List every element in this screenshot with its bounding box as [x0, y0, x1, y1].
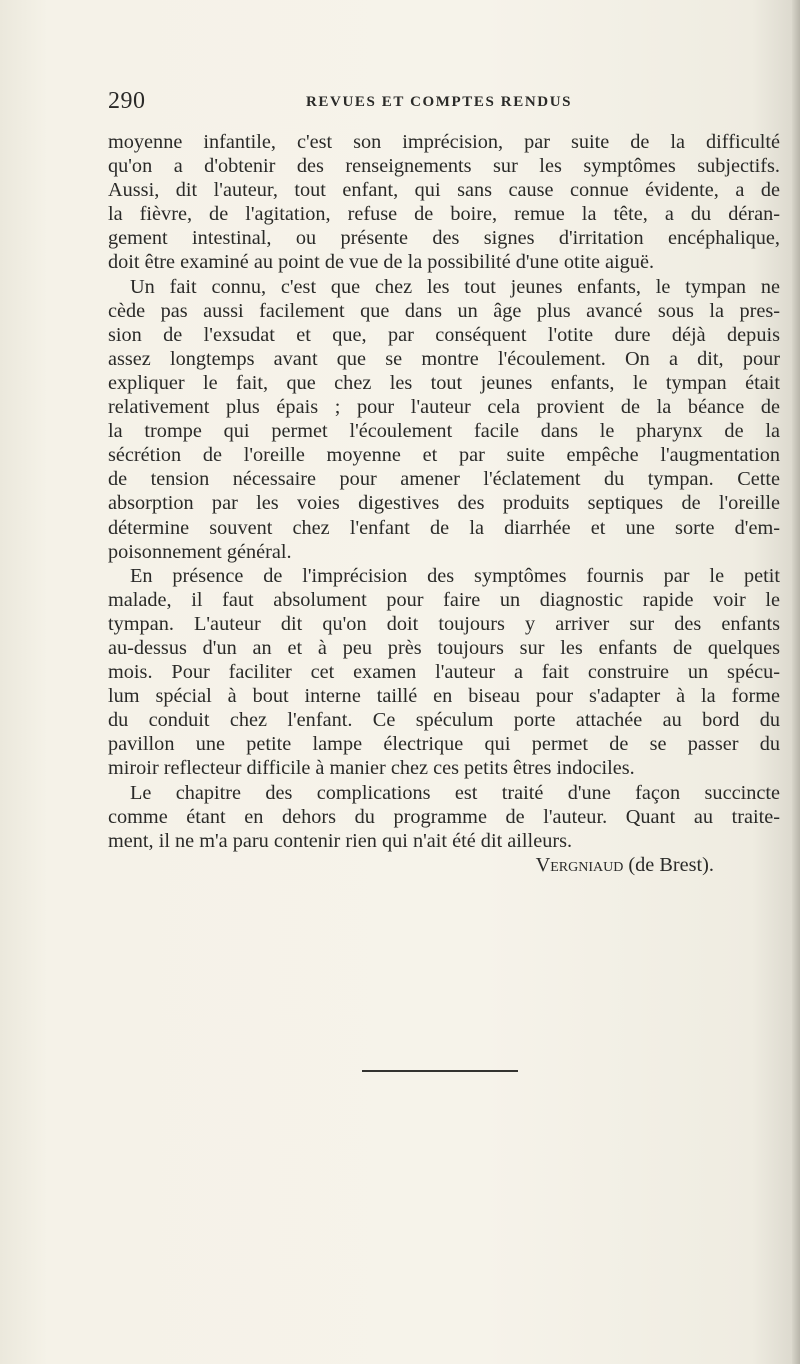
text-line: doit être examiné au point de vue de la possibilité d'une otite aiguë.: [108, 251, 655, 274]
body-text: [108, 130, 780, 877]
author-signature: [108, 853, 780, 877]
text-line: la trompe qui permet l'écoulement facile dans le pharynx de la: [108, 420, 780, 443]
text-line: de tension nécessaire pour amener l'éclatement du tympan. Cette: [108, 468, 780, 491]
page-header: [108, 88, 778, 122]
text-line: cède pas aussi facilement que dans un âge plus avancé sous la pres-: [108, 299, 780, 322]
running-head: REVUES ET COMPTES RENDUS: [306, 94, 573, 110]
text-line: pavillon une petite lampe électrique qui permet de se passer du: [108, 733, 780, 756]
text-line: du conduit chez l'enfant. Ce spéculum porte attachée au bord du: [108, 709, 780, 732]
text-line: lum spécial à bout interne taillé en biseau pour s'adapter à la forme: [108, 685, 780, 708]
text-line: gement intestinal, ou présente des signes d'irritation encéphalique,: [108, 227, 780, 250]
text-line: Le chapitre des complications est traité d'une façon succincte: [130, 781, 780, 804]
text-line: la fièvre, de l'agitation, refuse de boire, remue la tête, a du déran-: [108, 203, 780, 226]
text-line: tympan. L'auteur dit qu'on doit toujours y arriver sur des enfants: [108, 612, 780, 635]
section-divider: [362, 1070, 518, 1072]
text-line: malade, il faut absolument pour faire un diagnostic rapide voir le: [108, 588, 780, 611]
text-line: au-dessus d'un an et à peu près toujours sur les enfants de quelques: [108, 636, 780, 659]
text-line: moyenne infantile, c'est son imprécision, par suite de la difficulté: [108, 131, 780, 153]
text-line: poisonnement général.: [108, 540, 292, 563]
text-line: comme étant en dehors du programme de l'auteur. Quant au traite-: [108, 805, 780, 828]
text-line: miroir reflecteur difficile à manier chez ces petits êtres indociles.: [108, 757, 635, 780]
text-line: détermine souvent chez l'enfant de la diarrhée et une sorte d'em-: [108, 516, 780, 539]
page-number: 290: [108, 88, 146, 114]
text-line: sion de l'exsudat et que, par conséquent l'otite dure déjà depuis: [108, 323, 780, 346]
text-line: En présence de l'imprécision des symptômes fournis par le petit: [130, 564, 780, 587]
text-line: assez longtemps avant que se montre l'écoulement. On a dit, pour: [108, 347, 780, 370]
text-line: Aussi, dit l'auteur, tout enfant, qui sans cause connue évidente, a de: [108, 179, 780, 202]
text-line: absorption par les voies digestives des produits septiques de l'oreille: [108, 492, 780, 515]
author-place: (de Brest).: [628, 853, 714, 876]
text-line: mois. Pour faciliter cet examen l'auteur a fait construire un spécu-: [108, 661, 780, 684]
text-line: ment, il ne m'a paru contenir rien qui n'ait été dit ailleurs.: [108, 829, 573, 852]
text-line: Un fait connu, c'est que chez les tout jeunes enfants, le tympan ne: [130, 275, 780, 298]
author-name: Vergniaud: [535, 853, 624, 876]
text-line: sécrétion de l'oreille moyenne et par suite empêche l'augmentation: [108, 444, 780, 467]
page-edge-shadow: [792, 0, 800, 1364]
text-line: qu'on a d'obtenir des renseignements sur les symptômes subjectifs.: [108, 155, 780, 178]
text-line: expliquer le fait, que chez les tout jeunes enfants, le tympan était: [108, 371, 780, 394]
text-line: relativement plus épais ; pour l'auteur cela provient de la béance de: [108, 396, 780, 419]
